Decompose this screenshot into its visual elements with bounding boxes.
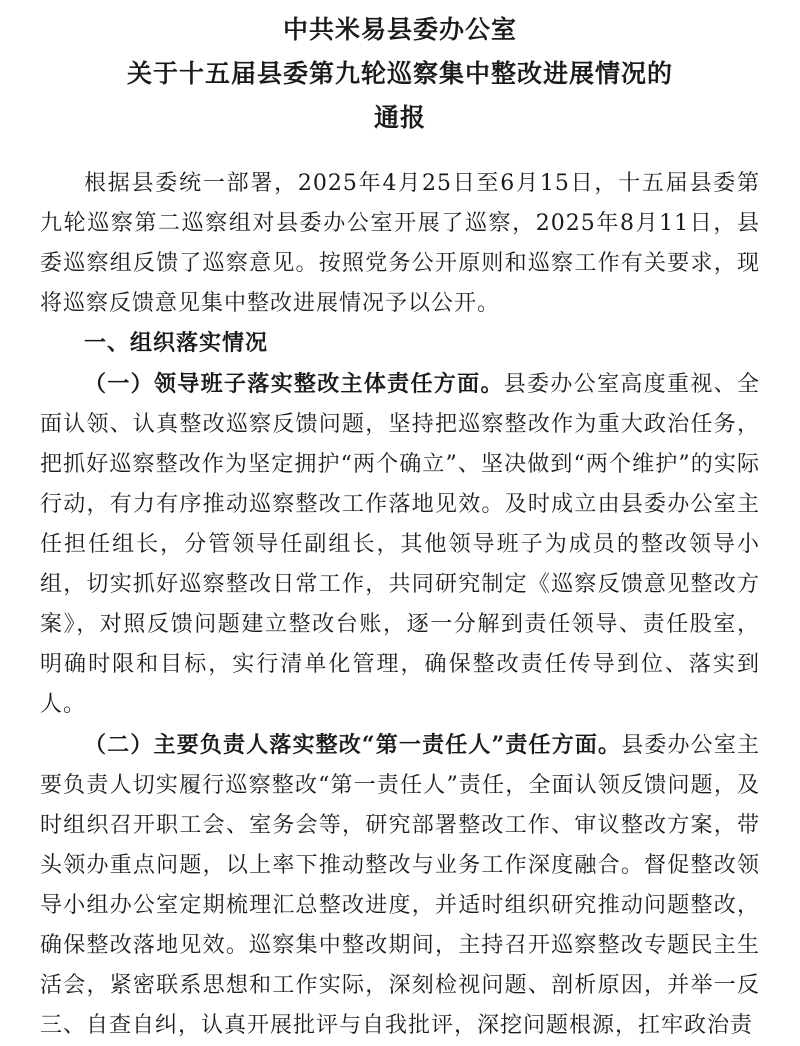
title-line-subject: 关于十五届县委第九轮巡察集中整改进展情况的 [126, 59, 673, 88]
subsection-paragraph-leadership [40, 364, 760, 725]
title-line-issuer: 中共米易县委办公室 [282, 15, 517, 44]
subsection-text-principal: 县委办公室主要负责人切实履行巡察整改“第一责任人”责任，全面认领反馈问题，及时组织召开职工会、室务会等，研究部署整改工作、审议整改方案，带头领办重点问题，以上率下推动整改与业务工作深度融合。督促整改领导小组办公室定期梳理汇总整改进度，并适时组织研究推动问题整改，确保整改落地见效。巡察集中整改期间，主持召开巡察整改专题民主生活会，紧密联系思想和工作实际，深刻检视问题、剖析原因，并举一反三、自查自纠，认真开展批评与自我批评，深挖问题根源，扛牢政治责 [40, 733, 760, 1038]
document-body [40, 164, 760, 1046]
subsection-lead-leadership: （一）领导班子落实整改主体责任方面。 [84, 371, 504, 397]
document-title [0, 8, 800, 140]
subsection-paragraph-principal [40, 725, 760, 1046]
title-line-type: 通报 [373, 103, 426, 132]
subsection-text-leadership: 县委办公室高度重视、全面认领、认真整改巡察反馈问题，坚持把巡察整改作为重大政治任务，把抓好巡察整改作为坚定拥护“两个确立”、坚决做到“两个维护”的实际行动，有力有序推动巡察整改工作落地见效。及时成立由县委办公室主任担任组长，分管领导任副组长，其他领导班子为成员的整改领导小组，切实抓好巡察整改日常工作，共同研究制定《巡察反馈意见整改方案》，对照反馈问题建立整改台账，逐一分解到责任领导、责任股室，明确时限和目标，实行清单化管理，确保整改责任传导到位、落实到人。 [40, 372, 760, 717]
section-heading-organization: 一、组织落实情况 [84, 331, 269, 356]
subsection-lead-principal: （二）主要负责人落实整改“第一责任人”责任方面。 [84, 732, 622, 758]
intro-paragraph: 根据县委统一部署，2025年4月25日至6月15日，十五届县委第九轮巡察第二巡察组对县委办公室开展了巡察，2025年8月11日，县委巡察组反馈了巡察意见。按照党务公开原则和巡察工作有关要求，现将巡察反馈意见集中整改进展情况予以公开。 [40, 171, 760, 316]
